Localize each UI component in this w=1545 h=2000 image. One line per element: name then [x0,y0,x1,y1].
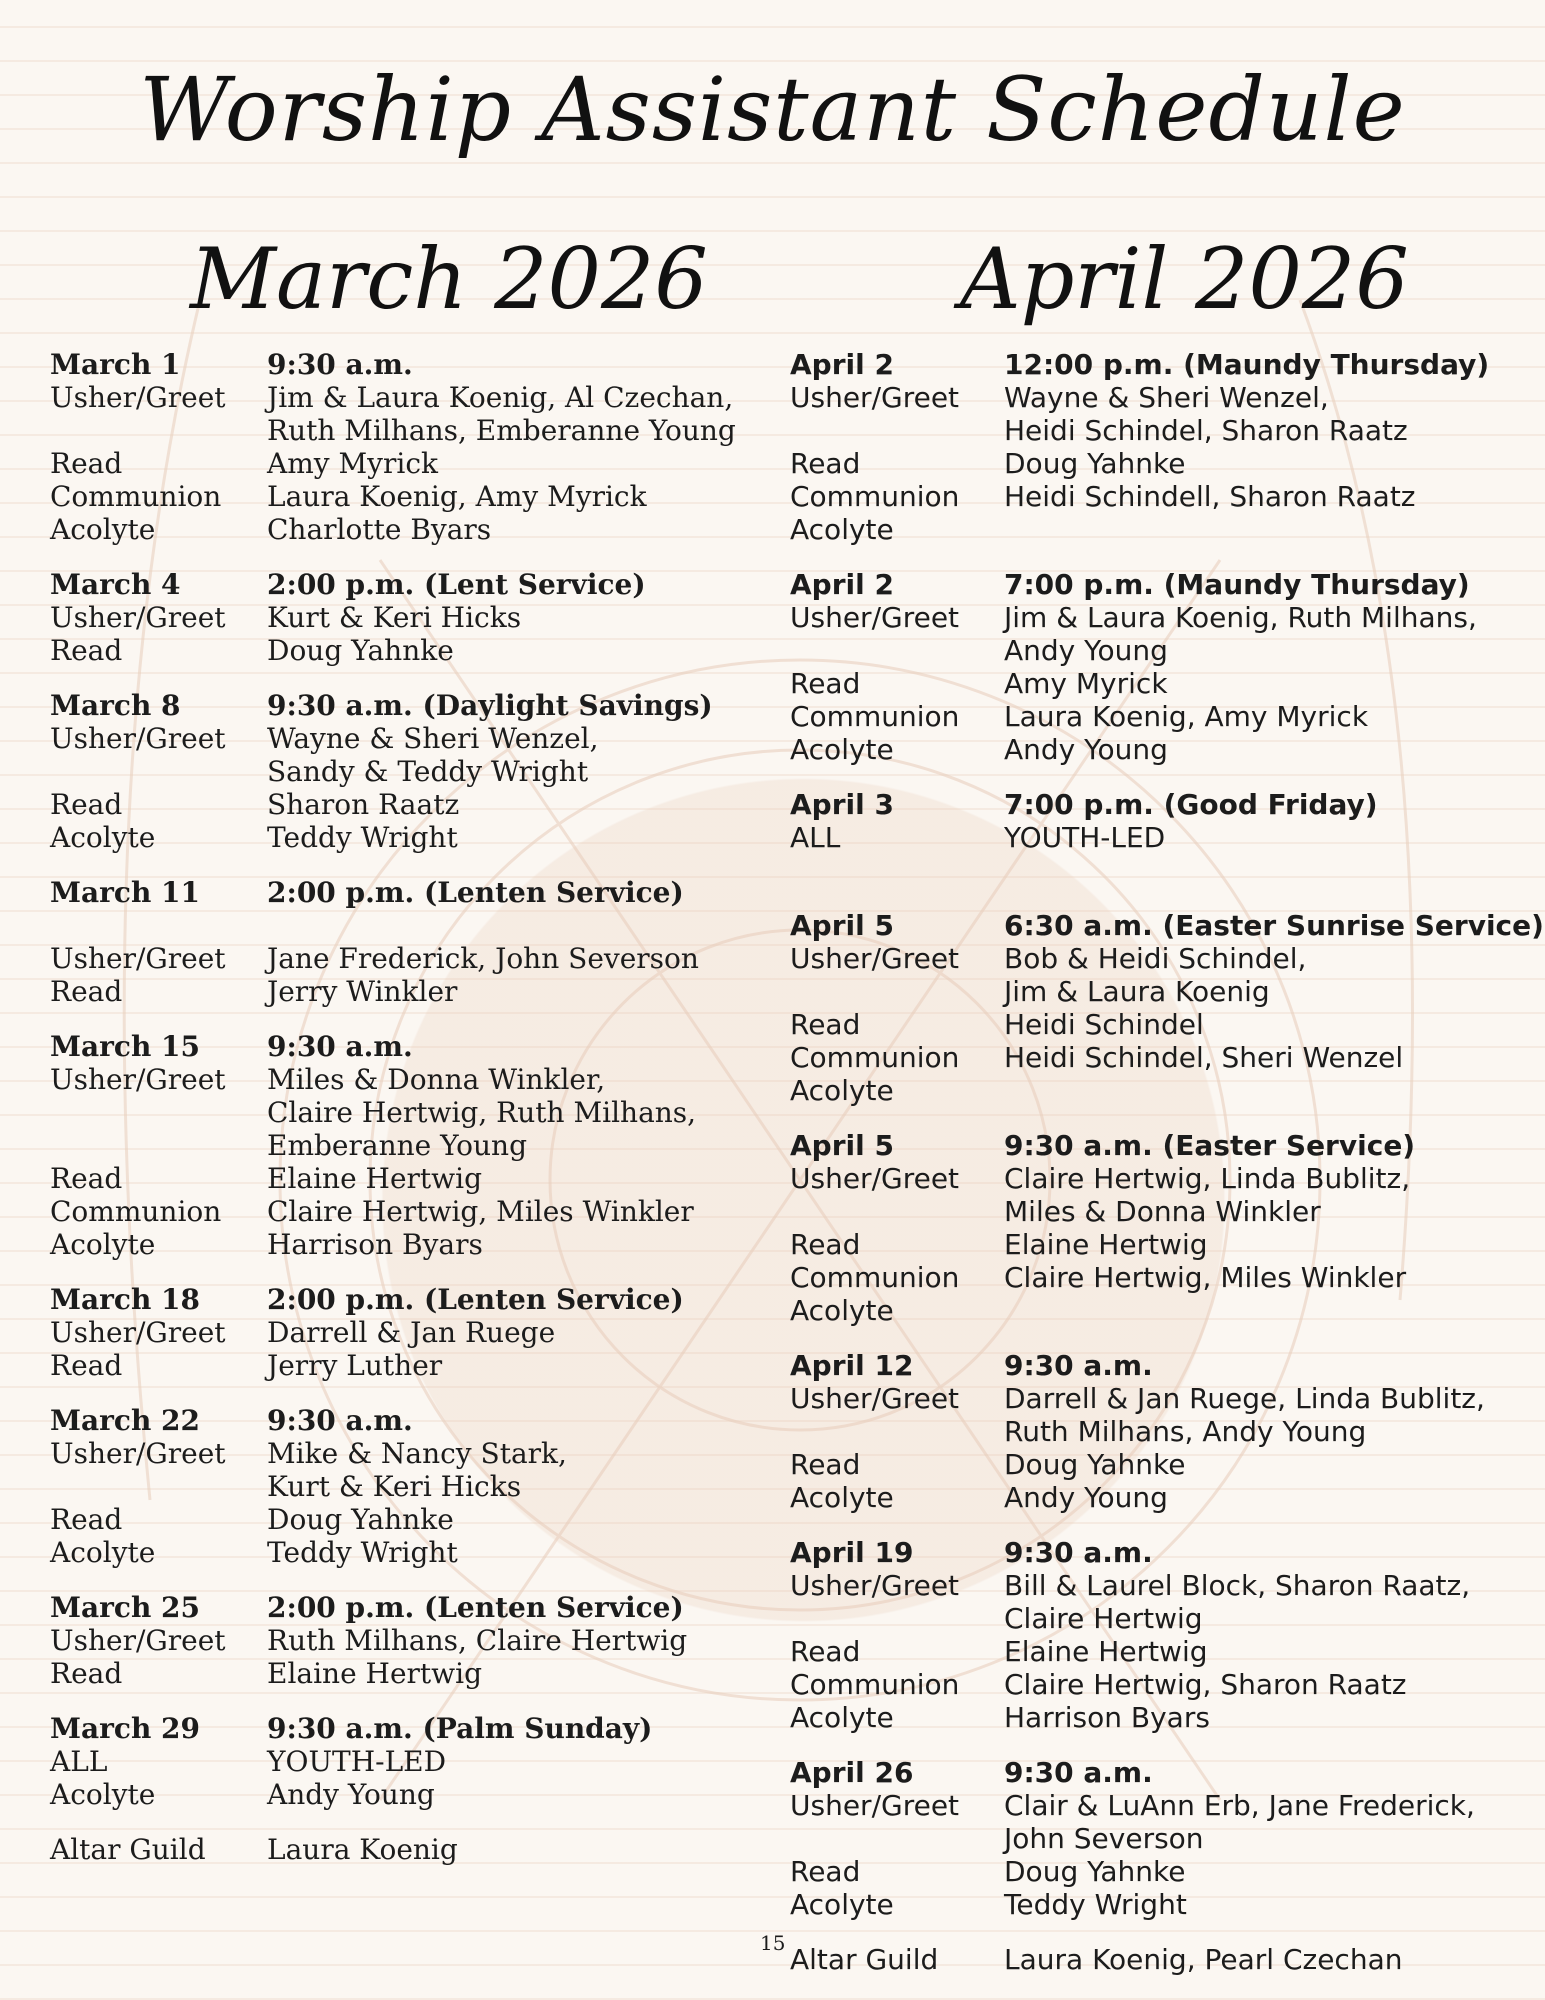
assignment-row [50,1437,770,1470]
assigned-names: Ruth Milhans, Emberanne Young [267,414,736,447]
service-time: 9:30 a.m. [1004,1756,1153,1789]
assigned-names: Elaine Hertwig [1004,1228,1208,1261]
assignment-row [50,1063,770,1096]
assigned-names [1004,854,1530,887]
schedule-entry [790,1349,1530,1514]
role-label [50,1096,267,1129]
assignment-row [790,1943,1530,1976]
service-date: March 25 [50,1591,201,1624]
role-label: Read [50,1349,123,1382]
role-label [50,755,267,788]
service-header [790,1756,1530,1789]
assignment-row [790,854,1530,887]
service-time: 9:30 a.m. [1004,1536,1153,1569]
role-label: Acolyte [790,1701,894,1734]
assignment-row [790,1635,1530,1668]
assigned-names: Jim & Laura Koenig [1004,975,1270,1008]
role-label: Usher/Greet [790,1569,960,1602]
role-label [790,1195,1004,1228]
service-time: 2:00 p.m. (Lenten Service) [267,1283,684,1316]
assigned-names: Harrison Byars [267,1228,483,1261]
assignment-row [790,1448,1530,1481]
assignment-row [790,601,1530,634]
schedule-entry [790,1129,1530,1327]
role-label: Read [50,788,123,821]
schedule-entry [50,1404,770,1569]
april-heading: April 2026 [960,230,1409,328]
role-label [790,1822,1004,1855]
assigned-names: Jerry Luther [267,1349,443,1382]
service-date: April 2 [790,568,894,601]
role-label [790,975,1004,1008]
schedule-entry [50,1591,770,1690]
assignment-row [790,1294,1530,1327]
role-label: Read [790,667,861,700]
assignment-row [790,821,1530,854]
assignment-row [790,414,1530,447]
service-header [790,1536,1530,1569]
assigned-names: Andy Young [1004,1481,1168,1514]
role-label: Acolyte [50,1536,156,1569]
service-date: April 3 [790,788,894,821]
assignment-row [790,1074,1530,1107]
assignment-row [50,722,770,755]
role-label [790,414,1004,447]
assignment-row [790,1195,1530,1228]
assignment-row [50,788,770,821]
assigned-names: Laura Koenig, Amy Myrick [267,480,647,513]
april-schedule [790,348,1544,1998]
assignment-row [50,755,770,788]
service-header [50,689,770,722]
service-time: 6:30 a.m. (Easter Sunrise Service) [1004,909,1544,942]
role-label: Read [50,1657,123,1690]
service-header [790,788,1530,821]
service-date: March 15 [50,1030,201,1063]
assignment-row [790,1415,1530,1448]
schedule-entry [50,876,770,1008]
assigned-names: Clair & LuAnn Erb, Jane Frederick, [1004,1789,1475,1822]
role-label: Usher/Greet [50,381,226,414]
service-header [50,1404,770,1437]
service-date: April 19 [790,1536,914,1569]
role-label: Read [790,1228,861,1261]
role-label: Usher/Greet [50,601,226,634]
assigned-names: Ruth Milhans, Andy Young [1004,1415,1367,1448]
assigned-names: Jane Frederick, John Severson [267,942,699,975]
assigned-names: John Severson [1004,1822,1204,1855]
service-time: 9:30 a.m. (Daylight Savings) [267,689,713,722]
assigned-names: Bill & Laurel Block, Sharon Raatz, [1004,1569,1471,1602]
assignment-row [50,1778,770,1811]
role-label: Read [790,1008,861,1041]
assigned-names: Doug Yahnke [267,634,454,667]
schedule-entry [790,348,1530,546]
role-label: Acolyte [50,1228,156,1261]
role-label: Acolyte [50,1778,156,1811]
assigned-names: Laura Koenig [267,1833,458,1866]
role-label: Communion [50,480,222,513]
assignment-row [50,1349,770,1382]
service-time: 7:00 p.m. (Maundy Thursday) [1004,568,1470,601]
service-time: 9:30 a.m. [1004,1349,1153,1382]
assigned-names [1004,1074,1530,1107]
assignment-row [50,447,770,480]
schedule-entry [790,568,1530,766]
assignment-row [50,909,770,942]
service-header [50,1030,770,1063]
assignment-row [790,667,1530,700]
service-date: April 5 [790,1129,894,1162]
assignment-row [50,1162,770,1195]
role-label: Acolyte [790,1294,894,1327]
assigned-names: Jim & Laura Koenig, Al Czechan, [267,381,734,414]
assigned-names: Sharon Raatz [267,788,460,821]
assignment-row [50,1470,770,1503]
assignment-row [790,1602,1530,1635]
role-label [50,1470,267,1503]
role-label: Altar Guild [50,1833,206,1866]
assigned-names: Amy Myrick [267,447,438,480]
assigned-names: Jerry Winkler [267,975,458,1008]
role-label: Communion [790,1261,960,1294]
role-label: Read [50,975,123,1008]
assigned-names: Andy Young [267,1778,435,1811]
service-header [790,909,1544,942]
assignment-row [790,1822,1530,1855]
role-label: Read [790,1635,861,1668]
assignment-row [790,381,1530,414]
service-time: 2:00 p.m. (Lenten Service) [267,1591,684,1624]
schedule-entry [790,909,1544,1107]
service-time: 9:30 a.m. [267,1030,413,1063]
role-label: Communion [790,1668,960,1701]
assignment-row [790,1041,1530,1074]
service-date: March 18 [50,1283,201,1316]
assigned-names: Teddy Wright [267,1536,458,1569]
service-date: March 4 [50,568,181,601]
role-label: Usher/Greet [790,1382,960,1415]
assignment-row [50,414,770,447]
assigned-names: Amy Myrick [1004,667,1168,700]
service-header [790,1129,1530,1162]
assignment-row [50,1195,770,1228]
service-header [50,568,770,601]
assigned-names: Doug Yahnke [1004,1855,1186,1888]
service-date: April 26 [790,1756,914,1789]
role-label: Read [790,447,861,480]
assignment-row [50,1228,770,1261]
role-label: Usher/Greet [50,722,226,755]
role-label [50,1129,267,1162]
role-label: Communion [790,480,960,513]
role-label [50,909,267,942]
schedule-entry [790,788,1530,887]
role-label: Read [790,1855,861,1888]
assignment-row [50,634,770,667]
role-label: Usher/Greet [50,1316,226,1349]
assignment-row [790,1668,1530,1701]
assignment-row [790,733,1530,766]
schedule-entry [50,689,770,854]
service-time: 12:00 p.m. (Maundy Thursday) [1004,348,1490,381]
assignment-row [790,1789,1530,1822]
role-label: Read [790,1448,861,1481]
assigned-names: Heidi Schindel, Sheri Wenzel [1004,1041,1404,1074]
schedule-entry [50,1712,770,1811]
assignment-row [790,480,1530,513]
assigned-names: Heidi Schindel [1004,1008,1204,1041]
role-label: Usher/Greet [50,942,226,975]
assigned-names: Harrison Byars [1004,1701,1210,1734]
assignment-row [790,1008,1530,1041]
assigned-names [1004,513,1530,546]
assignment-row [50,1316,770,1349]
role-label: Acolyte [790,1074,894,1107]
assignment-row [50,381,770,414]
service-time: 9:30 a.m. [267,1404,413,1437]
role-label: Altar Guild [790,1943,939,1976]
assignment-row [790,1569,1530,1602]
service-header [790,348,1530,381]
assignment-row [790,1481,1530,1514]
assigned-names: Charlotte Byars [267,513,492,546]
assigned-names: Andy Young [1004,634,1168,667]
assigned-names: Sandy & Teddy Wright [267,755,589,788]
assignment-row [50,1745,770,1778]
assigned-names: Andy Young [1004,733,1168,766]
assigned-names: Claire Hertwig, Miles Winkler [267,1195,694,1228]
schedule-entry [50,1030,770,1261]
assigned-names: Wayne & Sheri Wenzel, [267,722,599,755]
assigned-names: Elaine Hertwig [1004,1635,1208,1668]
service-date: April 12 [790,1349,914,1382]
assignment-row [50,1833,770,1866]
assigned-names: Claire Hertwig, Sharon Raatz [1004,1668,1407,1701]
assignment-row [790,447,1530,480]
assigned-names: YOUTH-LED [1004,821,1166,854]
assignment-row [50,975,770,1008]
assigned-names: Elaine Hertwig [267,1657,483,1690]
assigned-names: Kurt & Keri Hicks [267,1470,522,1503]
assignment-row [790,1228,1530,1261]
service-time: 9:30 a.m. [267,348,413,381]
service-header [50,1712,770,1745]
role-label: Read [50,447,123,480]
schedule-entry [50,1283,770,1382]
assignment-row [50,1503,770,1536]
assigned-names: Doug Yahnke [1004,1448,1186,1481]
assigned-names: Claire Hertwig, Ruth Milhans, [267,1096,697,1129]
assigned-names: Miles & Donna Winkler [1004,1195,1321,1228]
role-label: Acolyte [50,513,156,546]
role-label: Usher/Greet [50,1624,226,1657]
assigned-names: Doug Yahnke [267,1503,454,1536]
role-label: Acolyte [790,733,894,766]
role-label [790,854,1004,887]
service-time: 9:30 a.m. (Easter Service) [1004,1129,1416,1162]
assigned-names: Heidi Schindell, Sharon Raatz [1004,480,1416,513]
service-date: April 5 [790,909,894,942]
service-time: 7:00 p.m. (Good Friday) [1004,788,1378,821]
role-label: Read [50,1162,123,1195]
assigned-names [1004,1294,1530,1327]
assignment-row [50,1096,770,1129]
role-label: Acolyte [790,1888,894,1921]
role-label: Usher/Greet [790,1789,960,1822]
assigned-names: Darrell & Jan Ruege, Linda Bublitz, [1004,1382,1485,1415]
assigned-names: YOUTH-LED [267,1745,447,1778]
assignment-row [790,513,1530,546]
role-label: Acolyte [790,513,894,546]
service-header [50,1591,770,1624]
service-header [50,1283,770,1316]
assigned-names: Claire Hertwig, Miles Winkler [1004,1261,1407,1294]
service-header [790,1349,1530,1382]
assignment-row [50,480,770,513]
role-label: ALL [50,1745,108,1778]
assignment-row [790,634,1530,667]
assigned-names [267,909,770,942]
schedule-entry [50,348,770,546]
service-date: March 11 [50,876,201,909]
role-label: Usher/Greet [790,601,960,634]
assignment-row [790,942,1530,975]
assigned-names: Mike & Nancy Stark, [267,1437,567,1470]
assigned-names: Teddy Wright [1004,1888,1187,1921]
assigned-names: Elaine Hertwig [267,1162,483,1195]
role-label: Communion [790,700,960,733]
schedule-entry [50,1833,770,1866]
assignment-row [50,942,770,975]
service-date: March 8 [50,689,181,722]
role-label: Usher/Greet [50,1063,226,1096]
assignment-row [50,1624,770,1657]
schedule-entry [50,568,770,667]
service-date: April 2 [790,348,894,381]
assigned-names: Wayne & Sheri Wenzel, [1004,381,1329,414]
assignment-row [50,601,770,634]
service-date: March 29 [50,1712,201,1745]
page-title: Worship Assistant Schedule [139,58,1406,161]
role-label: Usher/Greet [790,1162,960,1195]
assignment-row [790,1701,1530,1734]
assignment-row [790,1855,1530,1888]
assigned-names: Doug Yahnke [1004,447,1186,480]
assigned-names: Jim & Laura Koenig, Ruth Milhans, [1004,601,1477,634]
role-label: Read [50,634,123,667]
service-header [50,876,770,909]
assigned-names: Claire Hertwig [1004,1602,1203,1635]
assigned-names: Kurt & Keri Hicks [267,601,522,634]
assignment-row [790,1261,1530,1294]
assigned-names: Claire Hertwig, Linda Bublitz, [1004,1162,1411,1195]
assigned-names: Darrell & Jan Ruege [267,1316,556,1349]
assignment-row [790,1888,1530,1921]
schedule-entry [790,1943,1530,1976]
service-time: 9:30 a.m. (Palm Sunday) [267,1712,653,1745]
assignment-row [50,1129,770,1162]
role-label: Communion [790,1041,960,1074]
role-label: Usher/Greet [790,381,960,414]
role-label [790,634,1004,667]
role-label: Communion [50,1195,222,1228]
service-date: March 1 [50,348,181,381]
assignment-row [50,1657,770,1690]
assigned-names: Teddy Wright [267,821,458,854]
assigned-names: Bob & Heidi Schindel, [1004,942,1307,975]
assignment-row [790,1162,1530,1195]
assignment-row [790,1382,1530,1415]
role-label: Acolyte [50,821,156,854]
role-label: Acolyte [790,1481,894,1514]
role-label: Usher/Greet [790,942,960,975]
role-label: Read [50,1503,123,1536]
assignment-row [50,821,770,854]
assigned-names: Laura Koenig, Amy Myrick [1004,700,1369,733]
schedule-entry [790,1756,1530,1921]
role-label [790,1415,1004,1448]
assigned-names: Heidi Schindel, Sharon Raatz [1004,414,1408,447]
role-label: ALL [790,821,841,854]
service-time: 2:00 p.m. (Lent Service) [267,568,646,601]
service-time: 2:00 p.m. (Lenten Service) [267,876,684,909]
page-number: 15 [760,1931,786,1955]
march-heading: March 2026 [190,230,708,328]
assigned-names: Emberanne Young [267,1129,527,1162]
assigned-names: Miles & Donna Winkler, [267,1063,606,1096]
role-label [790,1602,1004,1635]
schedule-entry [790,1536,1530,1734]
role-label [50,414,267,447]
assignment-row [790,700,1530,733]
service-date: March 22 [50,1404,201,1437]
service-header [50,348,770,381]
assigned-names: Laura Koenig, Pearl Czechan [1004,1943,1403,1976]
assigned-names: Ruth Milhans, Claire Hertwig [267,1624,688,1657]
service-header [790,568,1530,601]
assignment-row [50,1536,770,1569]
assignment-row [790,975,1530,1008]
role-label: Usher/Greet [50,1437,226,1470]
assignment-row [50,513,770,546]
march-schedule [50,348,770,1888]
